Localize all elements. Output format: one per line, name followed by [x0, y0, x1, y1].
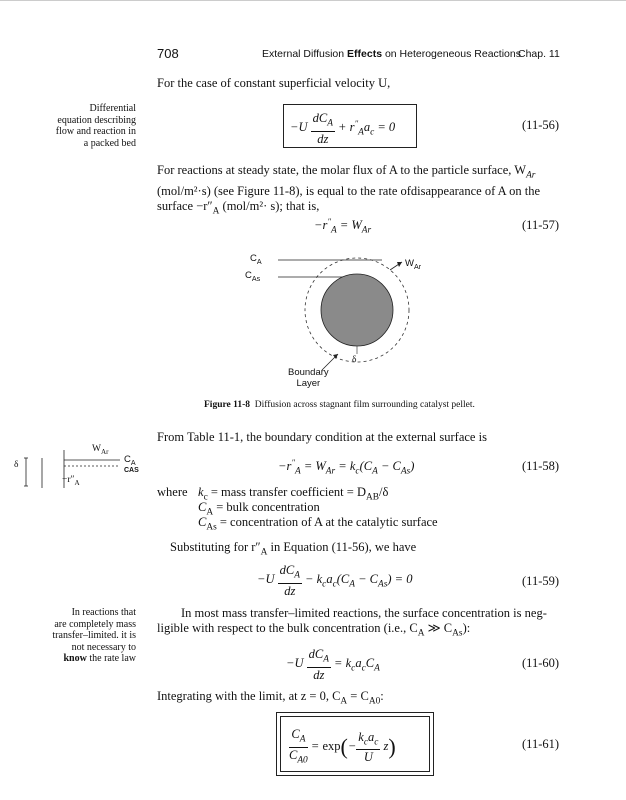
- steady-state-paragraph: For reactions at steady state, the molar flux of A to the particle surface, $W_{Ar}$ (mol/m²·s) (see Figure 11-8), is equal to the rate ofdisappearance of A on the surface $-r''_A$ (mol/m²· s); that is,: [157, 163, 565, 219]
- equation-11-61-box: [276, 712, 434, 776]
- caption-number: Figure 11-8: [204, 400, 251, 410]
- margin-note-1: [36, 103, 136, 149]
- fig-label-ca: [250, 253, 262, 266]
- margin-note-line: Differential: [89, 103, 136, 114]
- substituting-text: Substituting for $r''_A$ in Equation (11-56), we have: [170, 540, 417, 558]
- margin-note-line: [36, 653, 136, 665]
- margin-note-line: are completely mass: [54, 618, 136, 630]
- integrating-mid: = C: [347, 689, 369, 703]
- steady-line-2: (mol/m²·s) (see Figure 11-8), is equal to the rate ofdisappearance of A on the: [157, 183, 541, 198]
- integrating-text: Integrating with the limit, at z = 0, $C_A = C_{A0}$:: [157, 689, 384, 707]
- equation-11-57: $-r''_A = W_{Ar}$: [314, 216, 372, 236]
- catalyst-pellet: [321, 274, 393, 346]
- fig-label-war-sub: Ar: [413, 262, 422, 271]
- title-bold: Effects: [347, 48, 383, 60]
- side-war: [92, 444, 108, 456]
- steady-line-3: surface −r″: [157, 198, 213, 213]
- def-cas: $C_{As}$ = concentration of A at the catalytic surface: [198, 515, 438, 533]
- equation-11-56: −U $\frac{dC_A}{dz}$ + $r''_Aa_c = 0$: [290, 111, 396, 146]
- fig-label-cas-sub: As: [251, 274, 261, 283]
- from-table-text: From Table 11-1, the boundary condition at the external surface is: [157, 430, 487, 444]
- page-number: 708: [157, 46, 179, 61]
- eq-number-57: (11-57): [522, 218, 560, 232]
- def-kc-text: = mass transfer coefficient = D: [210, 485, 366, 499]
- steady-line-1: For reactions at steady state, the molar flux of A to the particle surface, W: [157, 163, 527, 177]
- margin-note-bold: know: [63, 653, 87, 664]
- def-kc: $k_c$ = mass transfer coefficient = $D_{AB}/\delta$: [198, 485, 389, 503]
- margin-note-2: [36, 607, 136, 665]
- eq-number-58: (11-58): [522, 459, 560, 473]
- intro-text: For the case of constant superficial velocity U,: [157, 76, 391, 90]
- def-ca-text: = bulk concentration: [216, 500, 320, 514]
- def-cas-text: = concentration of A at the catalytic surface: [219, 515, 438, 529]
- eq-number-60: (11-60): [522, 656, 560, 670]
- eq-number-56: (11-56): [522, 118, 560, 132]
- fig-label-boundary: [288, 367, 329, 389]
- chapter-label: Chap. 11: [518, 48, 560, 60]
- margin-note-line: not necessary to: [71, 641, 136, 653]
- side-war-sub: Ar: [100, 447, 109, 456]
- equation-11-61-inner-box: [280, 716, 430, 772]
- fig-label-delta: δ: [352, 355, 357, 365]
- side-ca-text: C: [124, 454, 131, 465]
- title-pre: External Diffusion: [262, 48, 348, 60]
- margin-note-line: a packed bed: [83, 137, 136, 149]
- eq-number-61: (11-61): [522, 737, 560, 751]
- running-title: [262, 48, 521, 60]
- mtl-line-2: ligible with respect to the bulk concentration (i.e., $C_A$ ≫ $C_{As}$):: [157, 621, 471, 639]
- figure-caption: [204, 400, 475, 410]
- integrating-pre: Integrating with the limit, at z = 0, C: [157, 689, 341, 703]
- title-post: on Heterogeneous Reactions: [382, 48, 521, 60]
- eq-number-59: (11-59): [522, 574, 560, 588]
- fig-label-ca-sub: A: [256, 257, 262, 266]
- side-delta: δ: [14, 460, 19, 470]
- integrating-post: :: [380, 689, 384, 703]
- steady-line-3b: (mol/m²· s); that is,: [219, 198, 320, 213]
- mtl-line-2b: ≫ C: [424, 621, 453, 635]
- substituting-pre: Substituting for r″: [170, 540, 261, 554]
- exp-text: exp: [322, 738, 341, 753]
- figure-11-8: [230, 248, 470, 398]
- mtl-line-2a: ligible with respect to the bulk concentration (i.e., C: [157, 621, 418, 635]
- side-ca: [124, 454, 136, 467]
- equation-11-61: $\frac{C_A}{C_{A0}}$ = exp(− $\frac{k_ca_c}{U}$ z): [289, 727, 396, 765]
- fig-label-ca-text: C: [250, 253, 257, 264]
- where-label: where: [157, 485, 188, 499]
- mtl-line-1: In most mass transfer–limited reactions, the surface concentration is neg-: [181, 606, 547, 620]
- boundary-line-2: Layer: [296, 378, 321, 389]
- equation-11-59: −U $\frac{dC_A}{dz}$ − $k_ca_c(C_A - C_{As}) = 0$: [257, 563, 413, 598]
- caption-text: Diffusion across stagnant film surrounding catalyst pellet.: [254, 400, 475, 410]
- fig-label-cas-text: C: [245, 270, 252, 281]
- def-ca: $C_A$ = bulk concentration: [198, 500, 320, 518]
- fig-label-war: [405, 258, 421, 271]
- equation-11-60: −U $\frac{dC_A}{dz}$ = $k_ca_cC_A$: [286, 647, 380, 682]
- fig-label-cas: [245, 270, 260, 283]
- margin-note-line: flow and reaction in: [55, 126, 136, 137]
- side-ra-text: −r″: [62, 475, 75, 485]
- mtl-paragraph: [157, 606, 567, 642]
- equation-11-58: $-r''_A = W_{Ar} = k_c(C_A - C_{As})$: [278, 457, 415, 477]
- side-ra: [62, 475, 80, 487]
- side-cas: CAS: [124, 467, 139, 474]
- margin-note-line: In reactions that: [71, 607, 136, 618]
- equation-11-56-box: [283, 104, 417, 148]
- substituting-post: in Equation (11-56), we have: [267, 540, 417, 554]
- margin-note-line: transfer–limited. it is: [52, 630, 136, 641]
- margin-note-last: the rate law: [86, 653, 136, 664]
- margin-note-line: equation describing: [57, 114, 136, 126]
- fig-label-war-text: W: [405, 258, 414, 269]
- top-rule: [0, 0, 626, 1]
- boundary-line-1: Boundary: [288, 367, 329, 378]
- mtl-line-2c: ):: [462, 621, 471, 635]
- side-war-text: W: [92, 444, 101, 454]
- side-ra-sub: A: [74, 478, 80, 487]
- side-ca-sub: A: [130, 458, 136, 467]
